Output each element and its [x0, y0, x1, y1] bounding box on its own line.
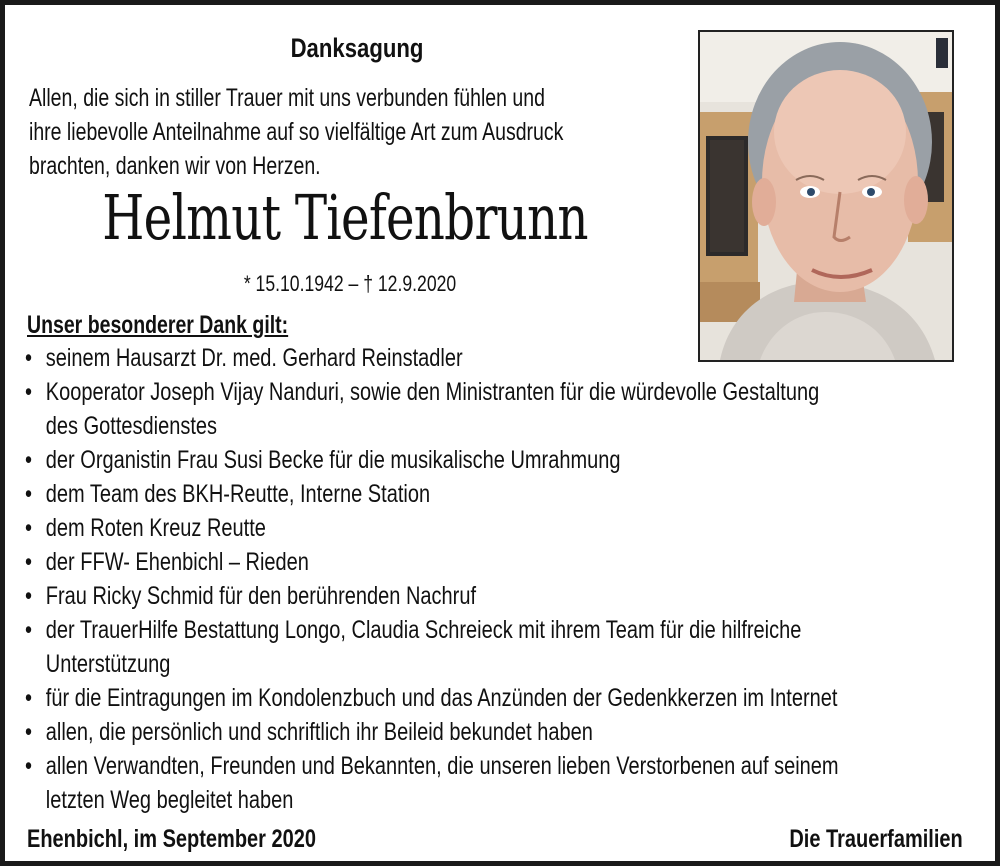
list-item-text: des Gottesdienstes [45, 412, 218, 440]
intro-line: ihre liebevolle Anteilnahme auf so vielfältige Art zum Ausdruck [29, 118, 564, 146]
life-dates: * 15.10.1942 – † 12.9.2020 [243, 271, 457, 296]
list-item [25, 375, 977, 443]
list-item [25, 613, 977, 681]
list-item [25, 443, 977, 477]
thanks-heading: Unser besonderer Dank gilt: [27, 311, 289, 339]
intro-line: Allen, die sich in stiller Trauer mit uns verbunden fühlen und [29, 84, 545, 112]
list-item-text: • der FFW- Ehenbichl – Rieden [45, 548, 309, 576]
list-item [25, 715, 977, 749]
portrait-photo [698, 30, 954, 362]
thanks-list [25, 341, 977, 817]
list-item-text: letzten Weg begleitet haben [45, 786, 294, 814]
list-item-text: • dem Roten Kreuz Reutte [45, 514, 266, 542]
list-item [25, 545, 977, 579]
list-item-text: Unterstützung [45, 650, 171, 678]
list-item [25, 477, 977, 511]
list-item-text: • allen Verwandten, Freunden und Bekannten, die unseren lieben Verstorbenen auf seinem [45, 752, 839, 780]
list-item-text: • Frau Ricky Schmid für den berührenden Nachruf [45, 582, 477, 610]
list-item-text: • seinem Hausarzt Dr. med. Gerhard Reinstadler [45, 344, 463, 372]
list-item [25, 341, 977, 375]
deceased-name: Helmut Tiefenbrunn [102, 181, 588, 254]
intro-text [29, 81, 591, 183]
list-item [25, 749, 977, 817]
list-item-text: • der TrauerHilfe Bestattung Longo, Claudia Schreieck mit ihrem Team für die hilfreiche [45, 616, 802, 644]
list-item-text: • für die Eintragungen im Kondolenzbuch und das Anzünden der Gedenkkerzen im Internet [45, 684, 838, 712]
place-date: Ehenbichl, im September 2020 [27, 825, 316, 853]
list-item [25, 579, 977, 613]
portrait-illustration [700, 32, 952, 360]
list-item [25, 681, 977, 715]
intro-line: brachten, danken wir von Herzen. [29, 152, 321, 180]
list-item-text: • dem Team des BKH-Reutte, Interne Station [45, 480, 431, 508]
list-item-text: • Kooperator Joseph Vijay Nanduri, sowie den Ministranten für die würdevolle Gestaltung [45, 378, 820, 406]
list-item-text: • allen, die persönlich und schriftlich ihr Beileid bekundet haben [45, 718, 593, 746]
page-title: Danksagung [290, 33, 424, 63]
list-item [25, 511, 977, 545]
list-item-text: • der Organistin Frau Susi Becke für die musikalische Umrahmung [45, 446, 621, 474]
signature: Die Trauerfamilien [789, 825, 963, 853]
